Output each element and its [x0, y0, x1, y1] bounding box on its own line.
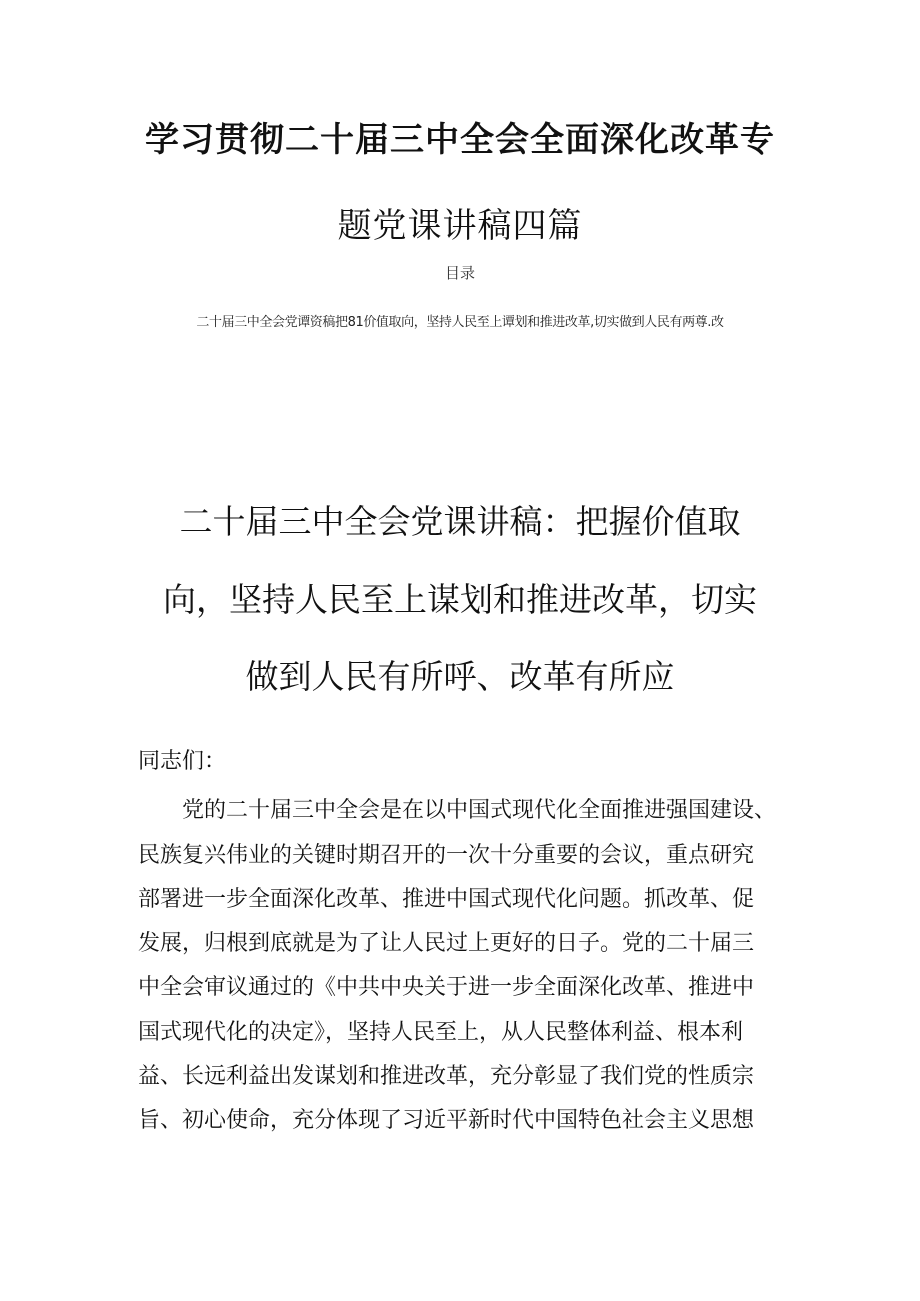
document-title-line-1: 学习贯彻二十届三中全会全面深化改革专 — [145, 120, 775, 160]
body-line: 旨、初心使命，充分体现了习近平新时代中国特色社会主义思想 — [138, 1108, 755, 1133]
salutation: 同志们： — [138, 749, 227, 774]
toc-heading: 目录 — [444, 264, 475, 282]
body-line: 中全会审议通过的《中共中央关于进一步全面深化改革、推进中 — [138, 975, 755, 1000]
body-line: 民族复兴伟业的关键时期召开的一次十分重要的会议，重点研究 — [138, 843, 755, 868]
body-line: 部署进一步全面深化改革、推进中国式现代化问题。抓改革、促 — [138, 887, 755, 912]
body-line: 国式现代化的决定》，坚持人民至上，从人民整体利益、根本利 — [138, 1020, 744, 1045]
toc-entry[interactable]: 二十届三中全会党谭资稿把81价值取向，坚持人民至上谭划和推进改革,切实做到人民有两尊.改 — [196, 315, 724, 330]
document-title-line-2: 题党课讲稿四篇 — [337, 206, 583, 246]
body-line: 党的二十届三中全会是在以中国式现代化全面推进强国建设、 — [182, 798, 777, 823]
section-title-line-1: 二十届三中全会党课讲稿：把握价值取 — [179, 502, 741, 541]
body-line: 发展，归根到底就是为了让人民过上更好的日子。党的二十届三 — [138, 931, 755, 956]
section-title-line-3: 做到人民有所呼、改革有所应 — [245, 657, 675, 696]
body-line: 益、长远利益出发谋划和推进改革，充分彰显了我们党的性质宗 — [138, 1064, 755, 1089]
section-title-line-2: 向，坚持人民至上谋划和推进改革，切实 — [163, 580, 757, 619]
